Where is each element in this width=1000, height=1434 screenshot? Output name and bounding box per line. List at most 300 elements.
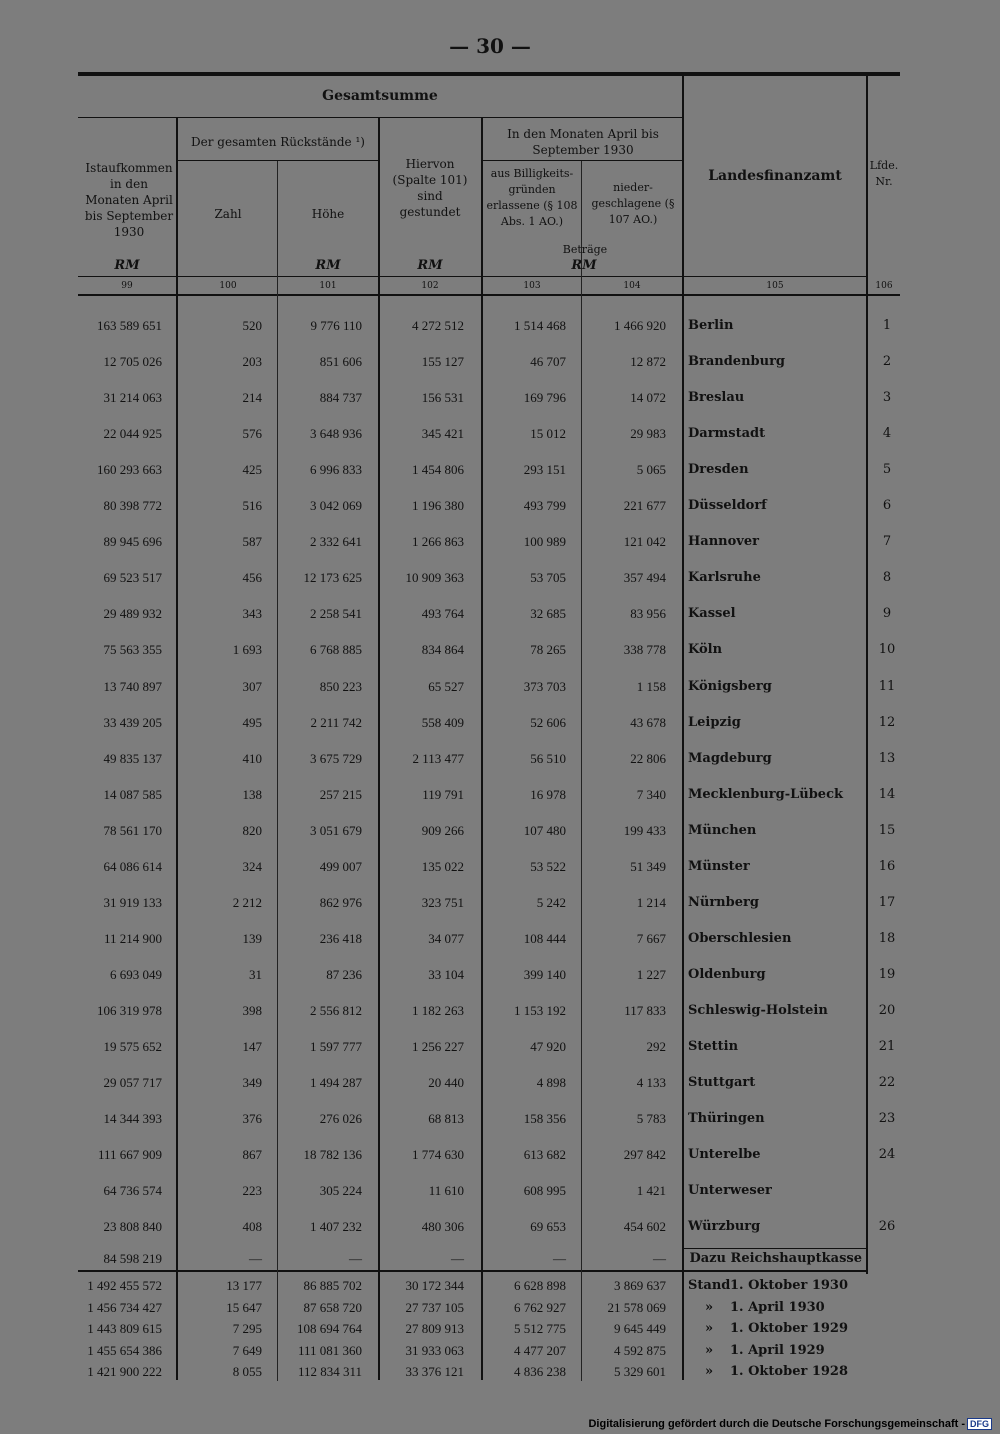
cell-nied: 29 983 (630, 426, 666, 442)
table-row (0, 787, 1000, 807)
cell-date: 1. April 1930 (730, 1299, 825, 1315)
cell-erl: 100 989 (523, 534, 566, 550)
cell-nr: 21 (878, 1039, 896, 1054)
cell-zahl: 147 (242, 1039, 262, 1054)
cell-erl: 46 707 (530, 354, 566, 370)
cell-gest: 834 864 (421, 642, 464, 658)
page-number: — 30 — (449, 34, 531, 58)
cell-hoehe: 1 494 287 (310, 1075, 362, 1091)
table-row (0, 570, 1000, 590)
cell-gest: 558 409 (421, 714, 464, 730)
cell-date: 1. Oktober 1929 (730, 1321, 849, 1336)
table-row (0, 318, 1000, 338)
cell-nr: 24 (878, 1147, 896, 1163)
cell-nied: 22 806 (630, 750, 666, 766)
cell-nied: 43 678 (630, 714, 666, 730)
cell-hoehe: 112 834 311 (297, 1364, 362, 1379)
cell-name: Unterelbe (688, 1147, 761, 1163)
cell-nied: 7 340 (636, 786, 666, 802)
cell-name: Thüringen (688, 1111, 765, 1127)
cell-nied: 454 602 (623, 1219, 666, 1235)
cell-nied: 117 833 (624, 1002, 666, 1018)
table-row (0, 534, 1000, 554)
cell-gest: 68 813 (428, 1111, 464, 1127)
cell-name: Darmstadt (688, 426, 766, 442)
cell-zahl: 7 295 (232, 1321, 262, 1336)
cell-zahl: 587 (242, 534, 262, 550)
cell-ist: 49 835 137 (103, 750, 162, 766)
cell-nied: 297 842 (623, 1147, 666, 1163)
cell-hoehe: 2 258 541 (310, 606, 362, 622)
cell-nied: 4 133 (636, 1075, 666, 1091)
cell-nied: 4 592 875 (614, 1342, 666, 1358)
table-row (0, 967, 1000, 987)
cell-gest: 34 077 (428, 930, 464, 946)
cell-ist: 75 563 355 (103, 642, 162, 658)
header-col102: Hiervon (Spalte 101) sind gestundet (392, 157, 468, 219)
cell-nr: 16 (878, 858, 896, 874)
colnum-102: 102 (421, 281, 439, 291)
cell-nr: 20 (878, 1002, 896, 1018)
totals-row (0, 1321, 1000, 1341)
header-col100: Zahl (214, 207, 242, 221)
rm-label-103-104: RM (571, 258, 597, 273)
cell-nr: 8 (882, 570, 892, 586)
cell-zahl: 456 (242, 570, 262, 586)
cell-name: Brandenburg (688, 354, 786, 370)
cell-zahl: 520 (242, 318, 262, 333)
cell-erl: 53 705 (530, 570, 566, 586)
cell-name: Hannover (688, 534, 759, 550)
cell-hoehe: 3 648 936 (310, 426, 362, 442)
cell-ist: 80 398 772 (103, 498, 162, 514)
cell-name: Unterweser (688, 1183, 772, 1199)
cell-erl: 78 265 (530, 642, 566, 658)
cell-prefix: Stand (688, 1278, 731, 1293)
cell-nied: 3 869 637 (614, 1278, 666, 1293)
cell-nied: 221 677 (623, 498, 666, 514)
top-rule (78, 72, 900, 76)
header-col103: aus Billigkeits-gründen erlassene (§ 108 Abs. 1 AO.) (486, 167, 578, 228)
cell-nr: 22 (878, 1075, 896, 1091)
cell-ist: 31 919 133 (103, 894, 162, 910)
cell-ist: 13 740 897 (103, 678, 162, 694)
cell-hoehe: — (349, 1251, 362, 1266)
cell-hoehe: 499 007 (319, 858, 362, 874)
cell-nied: 5 783 (636, 1111, 666, 1127)
cell-ist: 1 421 900 222 (87, 1364, 162, 1379)
cell-erl: 69 653 (530, 1219, 566, 1235)
cell-nied: 338 778 (623, 642, 666, 658)
cell-ist: 111 667 909 (97, 1147, 162, 1163)
header-col104: nieder-geschlagene (§ 107 AO.) (591, 181, 675, 226)
cell-nr: 17 (878, 894, 896, 910)
cell-name: Magdeburg (688, 750, 772, 766)
colnum-104: 104 (623, 281, 641, 291)
cell-hoehe: 87 658 720 (303, 1299, 362, 1315)
cell-erl: 608 995 (523, 1183, 566, 1199)
cell-zahl: 138 (242, 786, 262, 802)
table-row (0, 606, 1000, 626)
table-row (0, 1219, 1000, 1239)
cell-nied: 5 065 (636, 462, 666, 478)
cell-name: Köln (688, 642, 723, 658)
cell-nr: 12 (878, 714, 896, 730)
cell-zahl: 576 (242, 426, 262, 442)
cell-zahl: 307 (242, 678, 262, 694)
cell-ist: 106 319 978 (97, 1002, 162, 1018)
cell-nied: 9 645 449 (614, 1321, 666, 1336)
rm-label-101: RM (315, 258, 341, 273)
cell-erl: — (553, 1251, 566, 1266)
cell-nr: 15 (878, 822, 896, 838)
cell-gest: 135 022 (421, 858, 464, 874)
cell-erl: 373 703 (523, 678, 566, 694)
cell-zahl: 820 (242, 822, 262, 838)
cell-ist: 1 456 734 427 (87, 1299, 162, 1315)
totals-row (0, 1300, 1000, 1320)
cell-prefix: » (704, 1299, 714, 1315)
cell-zahl: 867 (242, 1147, 262, 1163)
cell-erl: 5 242 (536, 894, 566, 910)
cell-ist: 1 455 654 386 (87, 1342, 162, 1358)
cell-gest: 33 104 (428, 966, 464, 982)
cell-name: Düsseldorf (688, 498, 767, 514)
cell-hoehe: 9 776 110 (310, 318, 362, 333)
cell-hoehe: 862 976 (319, 894, 362, 910)
cell-name: Kassel (688, 606, 736, 622)
cell-gest: 4 272 512 (412, 318, 464, 333)
cell-zahl: 13 177 (226, 1278, 262, 1293)
cell-gest: 1 774 630 (412, 1147, 464, 1163)
cell-zahl: 31 (249, 966, 262, 982)
subgroup-rule (178, 160, 378, 161)
cell-ist: 160 293 663 (97, 462, 162, 478)
totals-row (0, 1278, 1000, 1298)
cell-gest: 27 737 105 (405, 1299, 464, 1315)
cell-name: Münster (688, 858, 750, 874)
cell-erl: 6 628 898 (514, 1278, 566, 1293)
cell-zahl: 376 (242, 1111, 262, 1127)
cell-name: Stuttgart (688, 1075, 756, 1091)
cell-erl: 1 153 192 (514, 1002, 566, 1018)
cell-ist: 163 589 651 (97, 318, 162, 333)
cell-hoehe: 87 236 (326, 966, 362, 982)
cell-ist: 22 044 925 (103, 426, 162, 442)
cell-erl: 32 685 (530, 606, 566, 622)
cell-nr: 5 (882, 462, 892, 478)
cell-gest: 1 196 380 (412, 498, 464, 514)
cell-gest: 27 809 913 (405, 1321, 464, 1336)
cell-hoehe: 6 996 833 (310, 462, 362, 478)
cell-nied: 12 872 (630, 354, 666, 370)
cell-zahl: 8 055 (232, 1364, 262, 1379)
cell-ist: 29 489 932 (103, 606, 162, 622)
cell-gest: 156 531 (421, 390, 464, 406)
cell-nied: 1 227 (636, 966, 666, 982)
cell-gest: 1 256 227 (412, 1039, 464, 1054)
table-row (0, 462, 1000, 482)
cell-ist: 14 344 393 (103, 1111, 162, 1127)
cell-hoehe: 850 223 (319, 678, 362, 694)
cell-nied: 199 433 (623, 822, 666, 838)
cell-hoehe: 18 782 136 (303, 1147, 362, 1163)
cell-erl: 293 151 (523, 462, 566, 478)
cell-ist: 89 945 696 (103, 534, 162, 550)
cell-prefix: » (704, 1364, 714, 1379)
cell-date: 1. Oktober 1930 (730, 1278, 849, 1293)
cell-erl: 4 477 207 (514, 1342, 566, 1358)
cell-prefix: » (704, 1342, 714, 1358)
table-row (0, 895, 1000, 915)
cell-ist: 64 086 614 (103, 858, 162, 874)
cell-nied: 1 421 (636, 1183, 666, 1199)
cell-name: Königsberg (688, 678, 772, 694)
cell-ist: 84 598 219 (103, 1251, 162, 1266)
cell-gest: 33 376 121 (405, 1364, 464, 1379)
cell-nr: 10 (878, 642, 896, 658)
footer-credit (588, 1418, 992, 1430)
table-row (0, 642, 1000, 662)
cell-name: Leipzig (688, 714, 741, 730)
cell-zahl: 410 (242, 750, 262, 766)
table-row (0, 426, 1000, 446)
cell-erl: 56 510 (530, 750, 566, 766)
cell-nied: 121 042 (623, 534, 666, 550)
cell-name: Mecklenburg-Lübeck (688, 786, 843, 802)
cell-ist: 69 523 517 (103, 570, 162, 586)
cell-nr: 13 (878, 750, 896, 766)
cell-name: Würzburg (688, 1219, 761, 1235)
cell-ist: 64 736 574 (103, 1183, 162, 1199)
cell-nr: 18 (878, 930, 896, 946)
table-row (0, 715, 1000, 735)
cell-name: Oberschlesien (688, 930, 792, 946)
cell-gest: 20 440 (428, 1075, 464, 1091)
cell-zahl: 214 (242, 390, 262, 406)
cell-zahl: 7 649 (232, 1342, 262, 1358)
cell-zahl: 425 (242, 462, 262, 478)
cell-zahl: 516 (242, 498, 262, 514)
cell-nied: 1 214 (636, 894, 666, 910)
cell-ist: 19 575 652 (103, 1039, 162, 1054)
cell-gest: 323 751 (421, 894, 464, 910)
rm-label-102: RM (417, 258, 443, 273)
header-months-title: In den Monaten April bis September 1930 (507, 127, 659, 157)
cell-ist: 14 087 585 (103, 786, 162, 802)
cell-nied: 1 466 920 (614, 318, 666, 333)
table-row (0, 931, 1000, 951)
cell-hoehe: 3 051 679 (310, 822, 362, 838)
cell-nied: 14 072 (630, 390, 666, 406)
cell-zahl: 223 (242, 1183, 262, 1199)
cell-ist: 31 214 063 (103, 390, 162, 406)
cell-nied: 1 158 (636, 678, 666, 694)
cell-erl: 4 836 238 (514, 1364, 566, 1379)
dfg-logo: DFG (967, 1418, 992, 1430)
cell-hoehe: 1 597 777 (310, 1039, 362, 1054)
cell-date: 1. April 1929 (730, 1342, 825, 1358)
table-row (0, 751, 1000, 771)
cell-gest: 31 933 063 (405, 1342, 464, 1358)
cell-prefix: » (704, 1321, 714, 1336)
cell-gest: 1 454 806 (412, 462, 464, 478)
cell-name: Nürnberg (688, 894, 759, 910)
cell-zahl: 495 (242, 714, 262, 730)
cell-erl: 613 682 (523, 1147, 566, 1163)
cell-hoehe: 1 407 232 (310, 1219, 362, 1235)
totals-row (0, 1343, 1000, 1363)
cell-gest: 345 421 (421, 426, 464, 442)
cell-name: Dazu Reichshauptkasse (689, 1251, 862, 1266)
colnum-rule (78, 294, 900, 296)
extra-row (0, 1251, 1000, 1271)
cell-gest: 1 182 263 (412, 1002, 464, 1018)
header-arrears-title: Der gesamten Rückstände ¹) (191, 135, 365, 149)
cell-nr: 6 (882, 498, 892, 514)
cell-erl: 169 796 (523, 390, 566, 406)
colnum-101: 101 (319, 281, 337, 291)
cell-ist: 33 439 205 (103, 714, 162, 730)
extra-top-rule (682, 1248, 868, 1249)
cell-nied: — (653, 1251, 666, 1266)
table-row (0, 498, 1000, 518)
rm-rule (78, 276, 868, 277)
cell-nr: 26 (878, 1219, 896, 1235)
cell-zahl: 349 (242, 1075, 262, 1091)
colnum-103: 103 (523, 281, 541, 291)
cell-hoehe: 111 081 360 (297, 1342, 362, 1358)
colnum-100: 100 (219, 281, 237, 291)
cell-hoehe: 2 211 742 (310, 714, 362, 730)
cell-nied: 5 329 601 (614, 1364, 666, 1379)
cell-hoehe: 6 768 885 (310, 642, 362, 658)
cell-zahl: 139 (242, 930, 262, 946)
cell-nied: 83 956 (630, 606, 666, 622)
cell-name: Dresden (688, 462, 749, 478)
cell-ist: 11 214 900 (103, 930, 162, 946)
cell-gest: 65 527 (428, 678, 464, 694)
cell-nr: 11 (878, 678, 896, 694)
table-row (0, 1003, 1000, 1023)
cell-nied: 7 667 (636, 930, 666, 946)
cell-name: Schleswig-Holstein (688, 1002, 828, 1018)
cell-hoehe: 12 173 625 (303, 570, 362, 586)
cell-erl: 47 920 (530, 1039, 566, 1054)
cell-gest: 155 127 (421, 354, 464, 370)
cell-erl: 399 140 (523, 966, 566, 982)
cell-nr: 1 (882, 318, 892, 333)
colnum-99: 99 (121, 281, 133, 291)
cell-gest: 11 610 (428, 1183, 464, 1199)
header-col105: Landesfinanzamt (708, 168, 842, 184)
cell-gest: 10 909 363 (405, 570, 464, 586)
table-row (0, 1039, 1000, 1059)
table-row (0, 1111, 1000, 1131)
cell-name: München (688, 822, 757, 838)
cell-nr: 4 (882, 426, 892, 442)
months-rule (482, 160, 682, 161)
cell-hoehe: 2 556 812 (310, 1002, 362, 1018)
cell-name: Stettin (688, 1039, 739, 1054)
cell-erl: 52 606 (530, 714, 566, 730)
cell-gest: 30 172 344 (405, 1278, 464, 1293)
header-betraege: Beträge (562, 243, 608, 256)
cell-hoehe: 276 026 (319, 1111, 362, 1127)
header-col99: Istaufkommen in den Monaten April bis September 1930 (84, 161, 174, 239)
table-row (0, 1075, 1000, 1095)
cell-hoehe: 2 332 641 (310, 534, 362, 550)
cell-gest: 2 113 477 (412, 750, 464, 766)
cell-hoehe: 236 418 (319, 930, 362, 946)
cell-ist: 12 705 026 (103, 354, 162, 370)
cell-erl: 53 522 (530, 858, 566, 874)
table-row (0, 354, 1000, 374)
cell-nr: 3 (882, 390, 892, 406)
cell-zahl: 408 (242, 1219, 262, 1235)
cell-hoehe: 884 737 (319, 390, 362, 406)
cell-zahl: 15 647 (226, 1299, 262, 1315)
cell-erl: 1 514 468 (514, 318, 566, 333)
cell-erl: 16 978 (530, 786, 566, 802)
table-row (0, 823, 1000, 843)
group-rule (78, 117, 682, 118)
cell-gest: 493 764 (421, 606, 464, 622)
cell-erl: 493 799 (523, 498, 566, 514)
cell-hoehe: 3 042 069 (310, 498, 362, 514)
cell-gest: 119 791 (422, 786, 464, 802)
cell-nied: 21 578 069 (607, 1299, 666, 1315)
colnum-105: 105 (766, 281, 784, 291)
cell-zahl: 203 (242, 354, 262, 370)
cell-hoehe: 108 694 764 (297, 1321, 362, 1336)
footer-text: Digitalisierung gefördert durch die Deutsche Forschungsgemeinschaft - (588, 1418, 965, 1430)
cell-name: Berlin (688, 318, 734, 333)
cell-ist: 78 561 170 (103, 822, 162, 838)
rm-label-99: RM (114, 258, 140, 273)
cell-erl: 108 444 (523, 930, 566, 946)
cell-zahl: 2 212 (232, 894, 262, 910)
cell-nr: 14 (878, 786, 896, 802)
header-group-title: Gesamtsumme (322, 88, 438, 104)
cell-ist: 1 443 809 615 (87, 1321, 162, 1336)
cell-ist: 6 693 049 (110, 966, 162, 982)
colnum-106: 106 (875, 281, 893, 291)
totals-row (0, 1364, 1000, 1384)
cell-erl: 158 356 (523, 1111, 566, 1127)
cell-date: 1. Oktober 1928 (730, 1364, 849, 1379)
table-row (0, 390, 1000, 410)
cell-zahl: 324 (242, 858, 262, 874)
cell-nied: 357 494 (623, 570, 666, 586)
cell-hoehe: 3 675 729 (310, 750, 362, 766)
cell-erl: 4 898 (536, 1075, 566, 1091)
table-row (0, 1183, 1000, 1203)
cell-nied: 51 349 (630, 858, 666, 874)
cell-hoehe: 86 885 702 (303, 1278, 362, 1293)
cell-zahl: 343 (242, 606, 262, 622)
cell-nr: 23 (878, 1111, 896, 1127)
table-row (0, 679, 1000, 699)
cell-name: Breslau (688, 390, 745, 406)
cell-ist: 29 057 717 (103, 1075, 162, 1091)
cell-gest: 480 306 (421, 1219, 464, 1235)
cell-ist: 23 808 840 (103, 1219, 162, 1235)
cell-name: Oldenburg (688, 966, 766, 982)
cell-gest: 1 266 863 (412, 534, 464, 550)
cell-zahl: 1 693 (232, 642, 262, 658)
cell-zahl: 398 (242, 1002, 262, 1018)
